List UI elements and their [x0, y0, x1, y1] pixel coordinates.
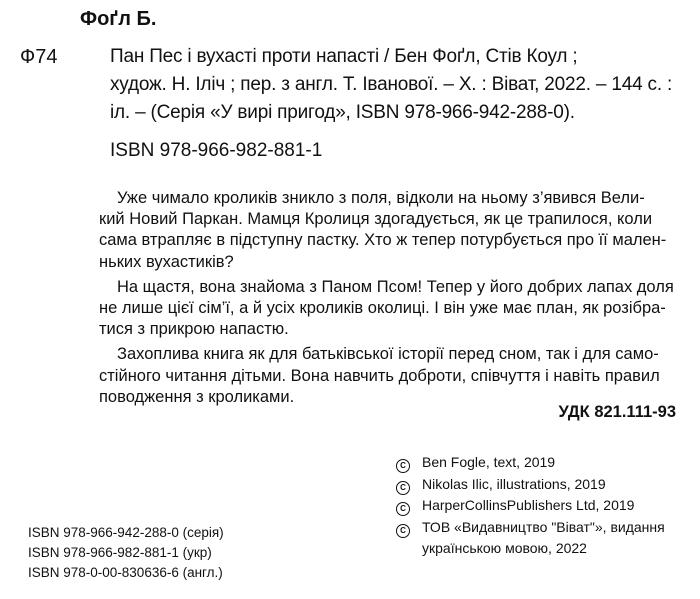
description-paragraph	[99, 277, 682, 341]
book-description	[99, 188, 682, 412]
bibliographic-line: Пан Пес і вухасті проти напасті / Бен Фоґл, Стів Коул ;	[110, 46, 578, 67]
copyright-text: Ben Fogle, text, 2019	[422, 454, 556, 470]
copyright-icon: C	[396, 474, 422, 496]
description-line: сама втрапляє в підступну пастку. Хто ж тепер потурбується про її мален-	[99, 231, 667, 250]
copyright-text: Nikolas Ilic, illustrations, 2019	[422, 475, 606, 492]
copyright-text-continued: українською мовою, 2022	[422, 540, 587, 556]
description-line: тися з прикрою напастю.	[99, 320, 289, 339]
isbn-item: ISBN 978-0-00-830636-6 (англ.)	[28, 565, 223, 580]
udk-code: УДК 821.111-93	[558, 403, 676, 421]
description-line: Уже чимало кроликів зникло з поля, відколи на ньому з’явився Вели-	[117, 189, 645, 207]
copyright-entry	[396, 495, 665, 517]
description-paragraph	[99, 344, 682, 408]
isbn-list	[28, 523, 224, 583]
description-line: На щастя, вона знайома з Паном Псом! Тепер у його добрих лапах доля	[117, 277, 674, 296]
copyright-icon: C	[396, 495, 422, 517]
copyright-icon: C	[396, 452, 422, 474]
author-heading: Фоґл Б.	[80, 8, 157, 30]
description-line: кий Новий Паркан. Мамця Кролиця здогадується, як це трапилося, коли	[99, 210, 653, 229]
description-line: не лише цієї сім’ї, а й усіх кроликів околиці. І він уже має план, як розібра-	[99, 299, 666, 318]
copyright-entry	[396, 474, 665, 496]
main-isbn: ISBN 978-966-982-881-1	[110, 140, 323, 161]
description-line: стійного читання дітьми. Вона навчить доброти, співчуття і навіть правил	[99, 366, 660, 385]
description-line: поводження з кроликами.	[99, 387, 295, 406]
copyright-text: ТОВ «Видавництво "Віват"», видання	[422, 518, 665, 535]
copyright-text: HarperCollinsPublishers Ltd, 2019	[422, 497, 635, 513]
bibliographic-line: худож. Н. Іліч ; пер. з англ. Т. Іванової. – Х. : Віват, 2022. – 144 с. :	[110, 74, 673, 95]
description-line: ньких вухастиків?	[99, 252, 234, 271]
classification-code: Ф74	[20, 46, 58, 68]
isbn-item: ISBN 978-966-982-881-1 (укр)	[28, 545, 212, 560]
bibliographic-line: іл. – (Серія «У вирі пригод», ISBN 978-966-942-288-0).	[110, 102, 575, 123]
description-paragraph	[99, 188, 682, 273]
copyright-entry	[396, 452, 665, 474]
copyright-entry	[396, 517, 665, 539]
copyright-block	[396, 452, 665, 560]
copyright-icon: C	[396, 517, 422, 539]
description-line: Захоплива книга як для батьківської історії перед сном, так і для само-	[117, 345, 659, 364]
isbn-item: ISBN 978-966-942-288-0 (серія)	[28, 525, 224, 540]
